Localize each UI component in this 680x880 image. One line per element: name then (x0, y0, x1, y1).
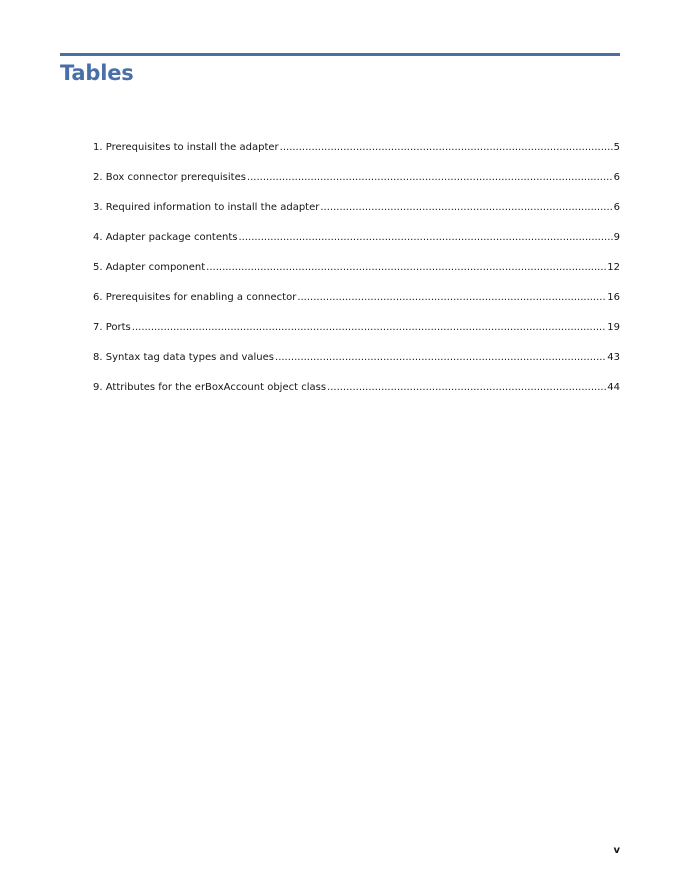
toc-entry[interactable] (93, 319, 620, 349)
tables-list (93, 139, 620, 409)
toc-entry-text (93, 229, 237, 247)
toc-entry[interactable] (93, 169, 620, 199)
toc-entry[interactable] (93, 349, 620, 379)
toc-entry-text (93, 319, 131, 337)
dot-leader (280, 139, 613, 157)
toc-entry-label: Box connector prerequisites (105, 172, 246, 183)
toc-entry-number: 1. (93, 142, 103, 153)
toc-entry-page: 12 (607, 262, 620, 273)
toc-entry[interactable] (93, 379, 620, 409)
toc-entry-number: 8. (93, 352, 103, 363)
toc-entry-label: Required information to install the adapter (105, 202, 320, 213)
toc-entry-number: 9. (93, 382, 103, 393)
dot-leader (297, 289, 606, 307)
toc-entry-page: 9 (613, 232, 620, 243)
toc-entry-number: 3. (93, 202, 103, 213)
dot-leader (132, 319, 606, 337)
dot-leader (320, 199, 612, 217)
dot-leader (247, 169, 613, 187)
toc-entry[interactable] (93, 289, 620, 319)
toc-entry-label: Attributes for the erBoxAccount object class (105, 382, 327, 393)
toc-entry-page: 5 (613, 142, 620, 153)
dot-leader (206, 259, 606, 277)
toc-entry[interactable] (93, 199, 620, 229)
toc-entry-page: 16 (607, 292, 620, 303)
toc-entry[interactable] (93, 139, 620, 169)
page-folio: v (613, 845, 620, 856)
toc-entry-text (93, 199, 319, 217)
page-title: Tables (60, 61, 134, 85)
toc-entry-text (93, 139, 279, 157)
toc-entry[interactable] (93, 229, 620, 259)
toc-entry-page: 44 (607, 382, 620, 393)
toc-entry-text (93, 379, 326, 397)
toc-entry-text (93, 259, 205, 277)
dot-leader (275, 349, 606, 367)
dot-leader (327, 379, 606, 397)
toc-entry-label: Syntax tag data types and values (105, 352, 275, 363)
toc-entry-label: Adapter package contents (105, 232, 238, 243)
toc-entry-number: 6. (93, 292, 103, 303)
toc-entry-text (93, 349, 274, 367)
toc-entry-text (93, 169, 246, 187)
toc-entry-label: Prerequisites for enabling a connector (105, 292, 297, 303)
toc-entry-number: 7. (93, 322, 103, 333)
dot-leader (238, 229, 612, 247)
title-rule (60, 53, 620, 56)
toc-entry-page: 6 (613, 202, 620, 213)
toc-entry-label: Ports (105, 322, 131, 333)
toc-entry-number: 2. (93, 172, 103, 183)
toc-entry-number: 4. (93, 232, 103, 243)
toc-entry-text (93, 289, 296, 307)
toc-entry-number: 5. (93, 262, 103, 273)
toc-entry[interactable] (93, 259, 620, 289)
toc-entry-page: 43 (607, 352, 620, 363)
toc-entry-page: 6 (613, 172, 620, 183)
toc-entry-page: 19 (607, 322, 620, 333)
toc-entry-label: Adapter component (105, 262, 206, 273)
toc-entry-label: Prerequisites to install the adapter (105, 142, 279, 153)
